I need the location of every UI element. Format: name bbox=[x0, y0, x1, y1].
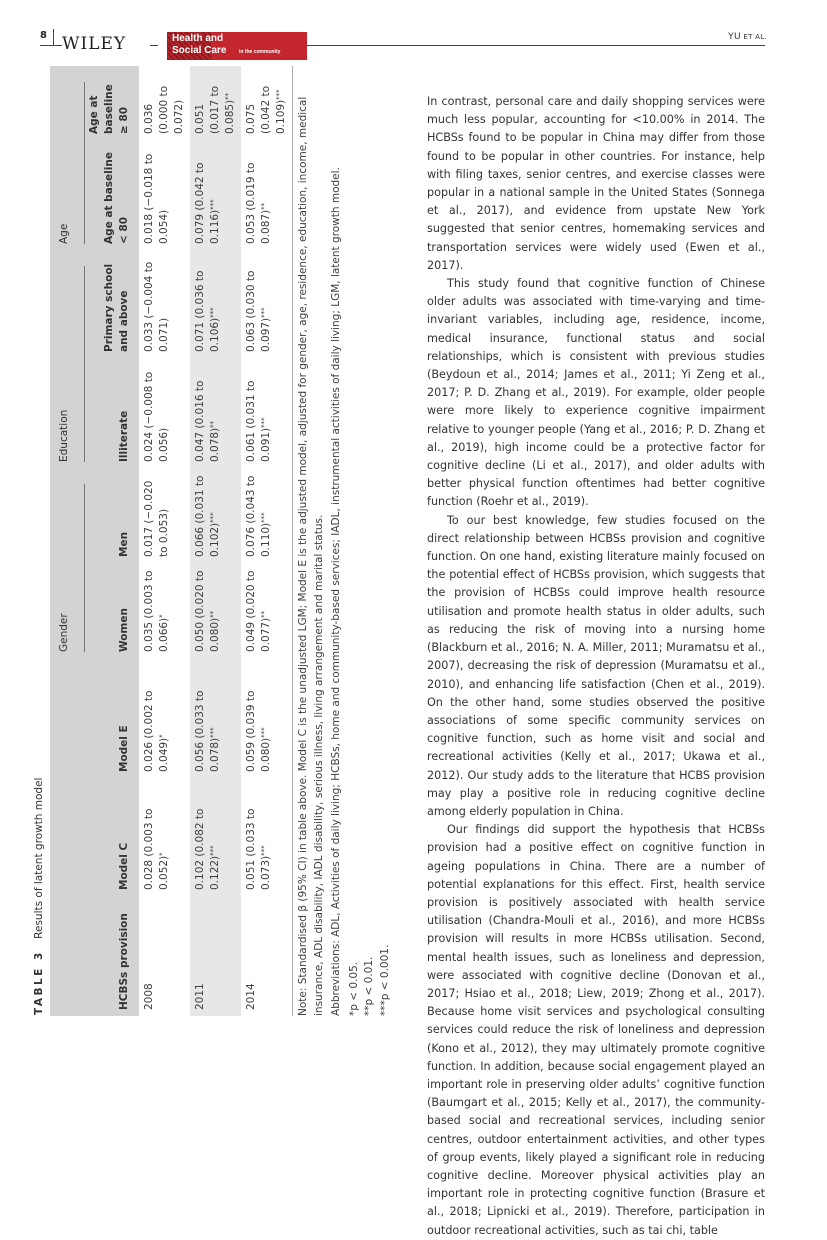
table-abbreviations: Abbreviations: ADL, Activities of daily living; HCBSs, home and community-based services; IADL, instrumental activities of daily living; LGM, latent growth model. bbox=[330, 167, 342, 1016]
significance-marker: *** bbox=[260, 845, 268, 856]
table-cell bbox=[190, 658, 241, 778]
page-number: 8 bbox=[40, 30, 47, 41]
row-year: 2011 bbox=[194, 983, 206, 1010]
cell-value: 0.102 (0.082 to 0.122) bbox=[194, 808, 221, 890]
column-header: Model E bbox=[118, 725, 130, 772]
significance-marker: ** bbox=[260, 610, 268, 618]
column-header: Age at baseline < 80 bbox=[103, 152, 130, 244]
significance-marker: *** bbox=[209, 845, 217, 856]
cell-value: 0.056 (0.033 to 0.078) bbox=[194, 690, 221, 772]
table-cell bbox=[190, 250, 241, 358]
header-rule-mid bbox=[150, 45, 158, 46]
group-header-age: Age bbox=[50, 66, 85, 250]
table-label: TABLE 3 bbox=[33, 950, 45, 1015]
table-cell bbox=[241, 778, 292, 896]
group-header-gender: Gender bbox=[50, 468, 85, 658]
table-cell bbox=[190, 563, 241, 658]
significance-note-3: ***p < 0.001. bbox=[378, 944, 391, 1016]
significance-marker: ** bbox=[260, 202, 268, 210]
significance-marker: *** bbox=[260, 417, 268, 428]
cell-value: 0.024 (−0.008 to 0.056) bbox=[143, 371, 170, 462]
header-divider bbox=[53, 29, 54, 45]
group-header-education: Education bbox=[50, 250, 85, 468]
significance-marker: *** bbox=[209, 307, 217, 318]
journal-name-line3: in the community bbox=[239, 49, 281, 55]
row-year: 2014 bbox=[245, 983, 257, 1010]
cell-value: 0.071 (0.036 to 0.106) bbox=[194, 270, 221, 352]
column-header: Women bbox=[118, 608, 130, 652]
table-cell bbox=[190, 66, 241, 140]
cell-value: 0.063 (0.030 to 0.097) bbox=[245, 270, 272, 352]
column-header: Age at baseline ≥ 80 bbox=[88, 84, 130, 134]
row-year: 2008 bbox=[143, 983, 155, 1010]
group-header-row bbox=[50, 66, 85, 1016]
table-cell bbox=[241, 66, 292, 140]
column-header: HCBSs provision bbox=[118, 913, 130, 1010]
significance-marker: *** bbox=[260, 727, 268, 738]
column-header: Men bbox=[118, 531, 130, 557]
table-cell bbox=[139, 658, 190, 778]
body-paragraph: Our findings did support the hypothesis that HCBSs provision had a positive effect on cognitive function in ageing populations in China. There are a number of potential explanations for this effect. First, health service provision is positively associated with health service utilisation (Chandra-Mouli et al., 2016), and more HCBSs provision will results in more HCBSs utilisation. Second, mental health issues, such as loneliness and depression, were associated with cognitive decline (Donovan et al., 2017; Hsiao et al., 2018; Liew, 2019; Zhong et al., 2017). Because home visit services and psychological consulting services could reduce the risk of loneliness and depression (Kono et al., 2012), they may ultimately promote cognitive function. In addition, because social engagement played an important role in preserving older adults’ cognitive function (Baumgart et al., 2015; Kelly et al., 2017), the community-based social and recreational services, including senior centres, outdoor entertainment activities, and other types of group events, likely played a significant role in reducing cognitive decline. Moreover physical activities play an important role in protecting cognitive function (Brasure et al., 2018; Lipnicki et al., 2019). Therefore, participation in outdoor recreational activities, such as tai chi, table bbox=[427, 823, 765, 1237]
table-cell bbox=[139, 358, 190, 468]
cell-value: 0.036 (0.000 to 0.072) bbox=[143, 85, 185, 134]
cell-value: 0.066 (0.031 to 0.102) bbox=[194, 475, 221, 557]
header-rule-left bbox=[40, 45, 62, 46]
significance-note-2: **p < 0.01. bbox=[363, 956, 375, 1016]
table-body bbox=[139, 66, 292, 1016]
significance-marker: *** bbox=[209, 512, 217, 523]
table-cell bbox=[139, 66, 190, 140]
journal-name-line2: Social Care bbox=[172, 45, 227, 56]
publisher-logo: WILEY bbox=[62, 34, 127, 54]
cell-value: 0.050 (0.020 to 0.080) bbox=[194, 570, 221, 652]
body-text-column bbox=[427, 93, 765, 1240]
cell-value: 0.079 (0.042 to 0.116) bbox=[194, 162, 221, 244]
table-cell bbox=[139, 778, 190, 896]
table-note: Note: Standardised β (95% CI) in table above. Model C is the unadjusted LGM; Model E is the adjusted model, adjusted for gender, age, residence, education, income, medical insurance, ADL disability, IADL disability, serious illness, living arrangement and marital status. bbox=[297, 96, 325, 1016]
body-paragraph: In contrast, personal care and daily shopping services were much less popular, accounting for <10.00% in 2014. The HCBSs found to be popular in China may differ from those found to be popular in other countries. For instance, help with filing taxes, senior centres, and exercise classes were popular in a national sample in the United States (Sonnega et al., 2017), and evidence from upstate New York suggested that senior centres, homemaking services and transportation services were widely used (Ewen et al., 2017). bbox=[427, 95, 765, 272]
significance-marker: *** bbox=[275, 89, 283, 100]
cell-value: 0.061 (0.031 to 0.091) bbox=[245, 380, 272, 462]
table-cell bbox=[190, 140, 241, 250]
body-paragraph: To our best knowledge, few studies focused on the direct relationship between HCBSs provision and cognitive function. On one hand, existing literature mainly focused on the potential effect of HCBSs provision, which suggests that the provision of HCBSs could improve health resource utilisation and promote health status in older adults, such as reducing the risk of moving into a nursing home (Blackburn et al., 2016; N. A. Miller, 2011; Muramatsu et al., 2007), decreasing the risk of depression (Muramatsu et al., 2010), and enhancing life satisfaction (Chen et al., 2019). On the other hand, some studies observed the positive associations of some specific community services on cognitive function, such as home visit and social and recreational activities (Kelly et al., 2017; Ukawa et al., 2012). Our study adds to the literature that HCBS provision may play a positive role in reducing cognitive decline among elderly population in China. bbox=[427, 513, 765, 818]
table-cell bbox=[139, 140, 190, 250]
cell-value: 0.026 (0.002 to 0.049) bbox=[143, 690, 170, 772]
cell-value: 0.049 (0.020 to 0.077) bbox=[245, 570, 272, 652]
cell-value: 0.075 (0.042 to 0.109) bbox=[245, 85, 287, 134]
table-3 bbox=[28, 66, 391, 1016]
significance-marker: ** bbox=[224, 92, 232, 100]
cell-value: 0.028 (0.003 to 0.052) bbox=[143, 808, 170, 890]
table-cell bbox=[241, 468, 292, 563]
cell-value: 0.047 (0.016 to 0.078) bbox=[194, 380, 221, 462]
significance-marker: ** bbox=[209, 420, 217, 428]
column-header: Model C bbox=[118, 842, 130, 890]
cell-value: 0.017 (−0.020 to 0.053) bbox=[143, 480, 170, 557]
significance-marker: *** bbox=[209, 727, 217, 738]
table-row bbox=[241, 66, 292, 1016]
table-cell bbox=[241, 563, 292, 658]
significance-marker: *** bbox=[260, 512, 268, 523]
table-cell bbox=[241, 140, 292, 250]
column-header-row bbox=[85, 66, 139, 1016]
significance-marker: * bbox=[158, 734, 166, 738]
column-header: Primary school and above bbox=[103, 263, 130, 352]
table-cell bbox=[139, 563, 190, 658]
cell-value: 0.076 (0.043 to 0.110) bbox=[245, 475, 272, 557]
significance-marker: ** bbox=[209, 610, 217, 618]
table-cell bbox=[139, 250, 190, 358]
table-cell bbox=[241, 250, 292, 358]
cell-value: 0.018 (−0.018 to 0.054) bbox=[143, 153, 170, 244]
running-head-author: YU bbox=[728, 32, 741, 42]
table-cell bbox=[241, 658, 292, 778]
column-header: Illiterate bbox=[118, 410, 130, 462]
table-caption bbox=[28, 66, 50, 1016]
table-title: Results of latent growth model bbox=[33, 777, 45, 939]
cell-value: 0.033 (−0.004 to 0.071) bbox=[143, 261, 170, 352]
table-cell bbox=[241, 358, 292, 468]
table-row bbox=[190, 66, 241, 1016]
table-row bbox=[139, 66, 190, 1016]
running-head bbox=[728, 32, 767, 42]
table-cell bbox=[190, 468, 241, 563]
significance-marker: *** bbox=[260, 307, 268, 318]
table-cell bbox=[139, 468, 190, 563]
table-cell bbox=[190, 358, 241, 468]
cell-value: 0.051 (0.017 to 0.085) bbox=[194, 85, 236, 134]
journal-name-line1: Health and bbox=[172, 33, 224, 44]
significance-note-1: *p < 0.05. bbox=[347, 961, 360, 1016]
table-cell bbox=[190, 778, 241, 896]
significance-marker: * bbox=[158, 852, 166, 856]
significance-marker: *** bbox=[209, 199, 217, 210]
significance-marker: * bbox=[158, 614, 166, 618]
cell-value: 0.035 (0.003 to 0.066) bbox=[143, 570, 170, 652]
body-paragraph: This study found that cognitive function of Chinese older adults was associated with time-varying and time-invariant variables, including age, residence, income, medical insurance, functional status and social relationships, which is consistent with previous studies (Beydoun et al., 2014; James et al., 2011; Yi Zeng et al., 2017; P. D. Zhang et al., 2019). For example, older people were more likely to experience cognitive impairment relative to younger people (Yang et al., 2016; P. D. Zhang et al., 2019), high income could be a protective factor for cognitive decline (Li et al., 2017), and older adults with better physical function oftentimes had better cognitive function (Roehr et al., 2019). bbox=[427, 277, 765, 509]
table-notes bbox=[292, 66, 393, 1016]
cell-value: 0.059 (0.039 to 0.080) bbox=[245, 690, 272, 772]
results-table bbox=[50, 66, 292, 1016]
journal-logo bbox=[167, 32, 307, 60]
cell-value: 0.053 (0.019 to 0.087) bbox=[245, 162, 272, 244]
cell-value: 0.051 (0.033 to 0.073) bbox=[245, 808, 272, 890]
page-header bbox=[0, 0, 827, 62]
running-head-etal: ET AL. bbox=[740, 33, 767, 41]
header-rule-right bbox=[307, 45, 765, 46]
